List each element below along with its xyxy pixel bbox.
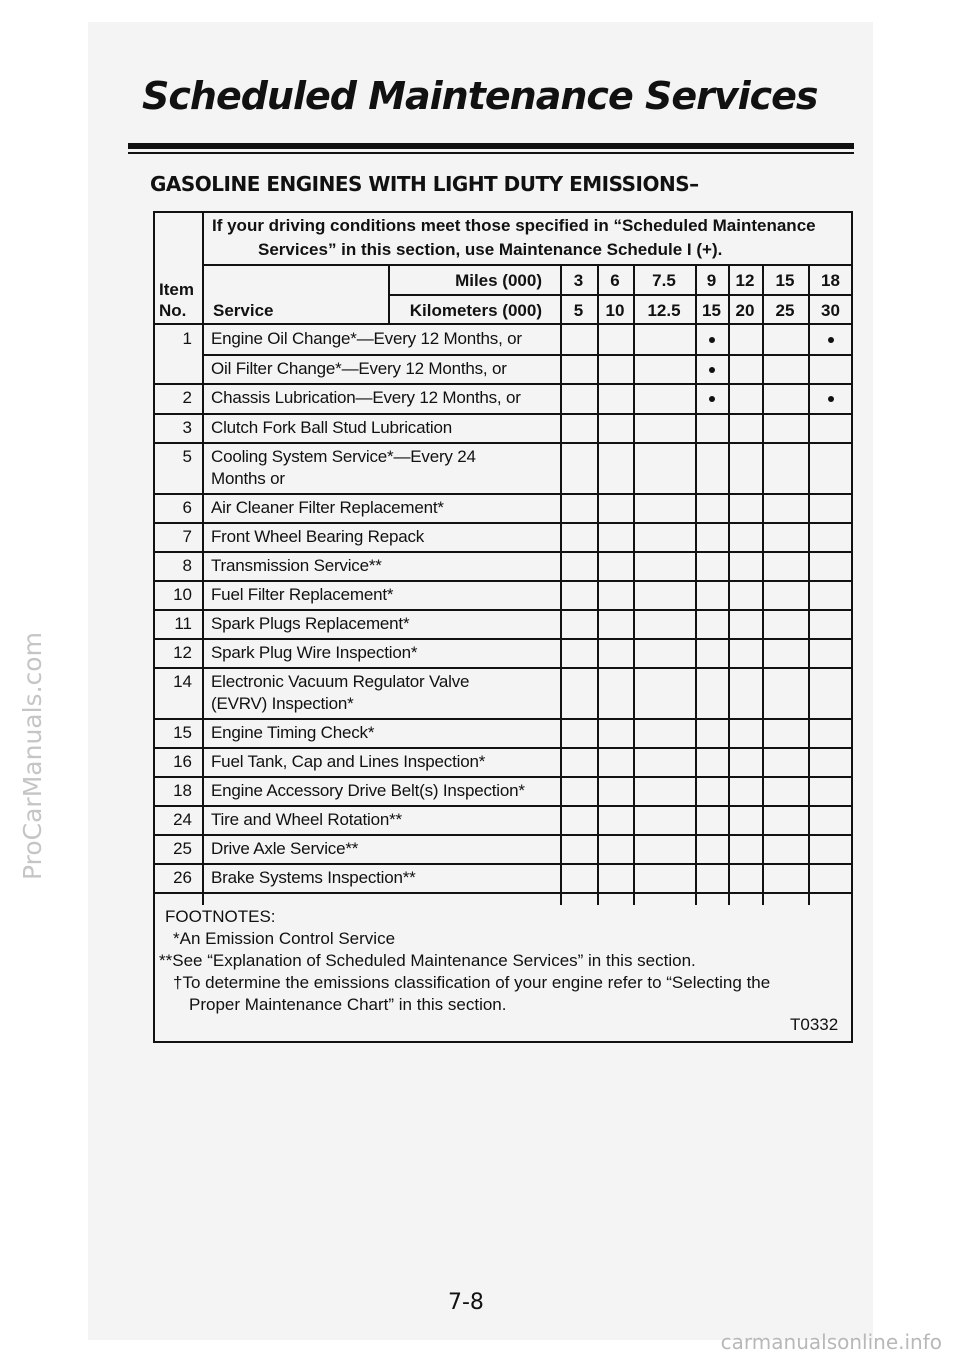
miles-header-cell: 6: [610, 271, 620, 290]
kilometers-header-cell: 20: [735, 301, 755, 320]
intro-line-1: If your driving conditions meet those specified in “Scheduled Maintenance: [212, 216, 816, 235]
grid-column-line: [808, 264, 810, 905]
number-label: No.: [159, 301, 187, 320]
row-service: Clutch Fork Ball Stud Lubrication: [211, 418, 452, 437]
row-separator: [153, 747, 853, 749]
row-separator: [153, 413, 853, 415]
footnote-dagger: †To determine the emissions classification of your engine refer to “Selecting the: [173, 973, 771, 992]
row-separator: [153, 834, 853, 836]
title-rule-thick: [128, 143, 854, 149]
row-separator: [153, 638, 853, 640]
row-separator: [153, 776, 853, 778]
title-rule-thin: [128, 152, 854, 154]
kilometers-header-cell: 15: [702, 301, 721, 320]
grid-column-line: [633, 264, 635, 905]
side-watermark: ProCarManuals.com: [18, 632, 47, 880]
item-column-divider: [202, 211, 204, 905]
service-due-dot: [828, 337, 834, 343]
row-item-number: 10: [173, 585, 192, 604]
kilometers-header-cell: 10: [605, 301, 625, 320]
miles-header-cell: 7.5: [652, 271, 676, 290]
row-item-number: 25: [173, 839, 192, 858]
kilometers-label: Kilometers (000): [409, 301, 542, 320]
row-service: Front Wheel Bearing Repack: [211, 527, 425, 546]
row-service: Engine Accessory Drive Belt(s) Inspection*: [211, 781, 525, 800]
footnote-dagger-cont: Proper Maintenance Chart” in this section.: [189, 995, 507, 1014]
miles-header-cell: 18: [821, 271, 840, 290]
row-service: Transmission Service**: [211, 556, 382, 575]
row-service: Cooling System Service*—Every 24: [211, 447, 476, 466]
row-service: Fuel Filter Replacement*: [211, 585, 394, 604]
row-item-number: 7: [182, 527, 192, 546]
row-separator: [153, 522, 853, 524]
page-title: Scheduled Maintenance Services: [142, 74, 818, 118]
row-separator: [153, 667, 853, 669]
service-due-dot: [709, 337, 715, 343]
row-separator: [153, 383, 853, 385]
footnotes: [159, 906, 771, 1016]
row-service-cont: (EVRV) Inspection*: [211, 694, 354, 713]
row-item-number: 5: [182, 447, 192, 466]
row-service: Spark Plug Wire Inspection*: [211, 643, 418, 662]
row-item-number: 15: [173, 723, 192, 742]
kilometers-header-cell: 25: [775, 301, 795, 320]
miles-km-divider: [388, 294, 853, 296]
miles-header-cell: 9: [706, 271, 717, 290]
grid-column-line: [560, 264, 562, 905]
row-item-number: 26: [173, 868, 192, 887]
kilometers-header-cell: 30: [821, 301, 840, 320]
row-service: Brake Systems Inspection**: [211, 868, 416, 887]
row-service: Drive Axle Service**: [211, 839, 359, 858]
row-service: Chassis Lubrication—Every 12 Months, or: [211, 388, 521, 407]
row-service: Engine Oil Change*—Every 12 Months, or: [211, 329, 522, 348]
grid-column-line: [762, 264, 764, 905]
row-separator: [153, 892, 853, 894]
miles-label: Miles (000): [455, 271, 542, 290]
service-due-dot: [828, 396, 834, 402]
miles-header-cell: 12: [735, 271, 755, 290]
row-separator: [153, 863, 853, 865]
grid-column-line: [695, 264, 697, 905]
row-separator: [153, 442, 853, 444]
intro-divider: [203, 264, 853, 266]
kilometers-header-cell: 12.5: [647, 301, 681, 320]
row-item-number: 8: [182, 556, 192, 575]
row-item-number: 1: [182, 329, 192, 348]
service-due-dot: [709, 367, 715, 373]
grid-column-line: [597, 264, 599, 905]
miles-header-cell: 3: [573, 271, 584, 290]
grid-column-line: [728, 264, 730, 905]
row-service-cont: Months or: [211, 469, 285, 488]
row-separator: [153, 551, 853, 553]
row-item-number: 6: [182, 498, 192, 517]
bottom-watermark: carmanualsonline.info: [720, 1330, 942, 1354]
row-service: Tire and Wheel Rotation**: [211, 810, 402, 829]
page-number: 7-8: [448, 1290, 484, 1315]
row-separator: [153, 493, 853, 495]
row-service: Electronic Vacuum Regulator Valve: [211, 672, 470, 691]
kilometers-header-cell: 5: [573, 301, 584, 320]
row-service: Oil Filter Change*—Every 12 Months, or: [211, 359, 507, 378]
row-service: Spark Plugs Replacement*: [211, 614, 410, 633]
row-item-number: 2: [182, 388, 192, 407]
footnotes-heading: FOOTNOTES:: [165, 907, 276, 926]
row-item-number: 16: [173, 752, 192, 771]
footnote-explanation: **See “Explanation of Scheduled Maintenance Services” in this section.: [159, 951, 696, 970]
service-due-dot: [709, 396, 715, 402]
row-separator: [153, 580, 853, 582]
intro-line-2: Services” in this section, use Maintenance Schedule I (+).: [258, 240, 723, 259]
row-separator: [153, 805, 853, 807]
header-bottom-line: [153, 323, 853, 325]
section-heading: GASOLINE ENGINES WITH LIGHT DUTY EMISSIONS–: [150, 172, 699, 196]
row-separator: [153, 718, 853, 720]
table-code: T0332: [790, 1015, 839, 1034]
row-item-number: 11: [174, 614, 192, 633]
row-item-number: 3: [182, 418, 192, 437]
service-label: Service: [213, 301, 274, 320]
row-item-number: 14: [173, 672, 192, 691]
item-label: Item: [159, 280, 194, 299]
row-item-number: 18: [173, 781, 192, 800]
row-item-number: 12: [173, 643, 192, 662]
row-item-number: 24: [173, 810, 192, 829]
row-service: Air Cleaner Filter Replacement*: [211, 498, 444, 517]
miles-header-cell: 15: [775, 271, 795, 290]
row-separator: [153, 609, 853, 611]
row-separator: [203, 354, 853, 356]
footnote-emission: *An Emission Control Service: [173, 929, 396, 948]
row-service: Engine Timing Check*: [211, 723, 375, 742]
row-service: Fuel Tank, Cap and Lines Inspection*: [211, 752, 486, 771]
